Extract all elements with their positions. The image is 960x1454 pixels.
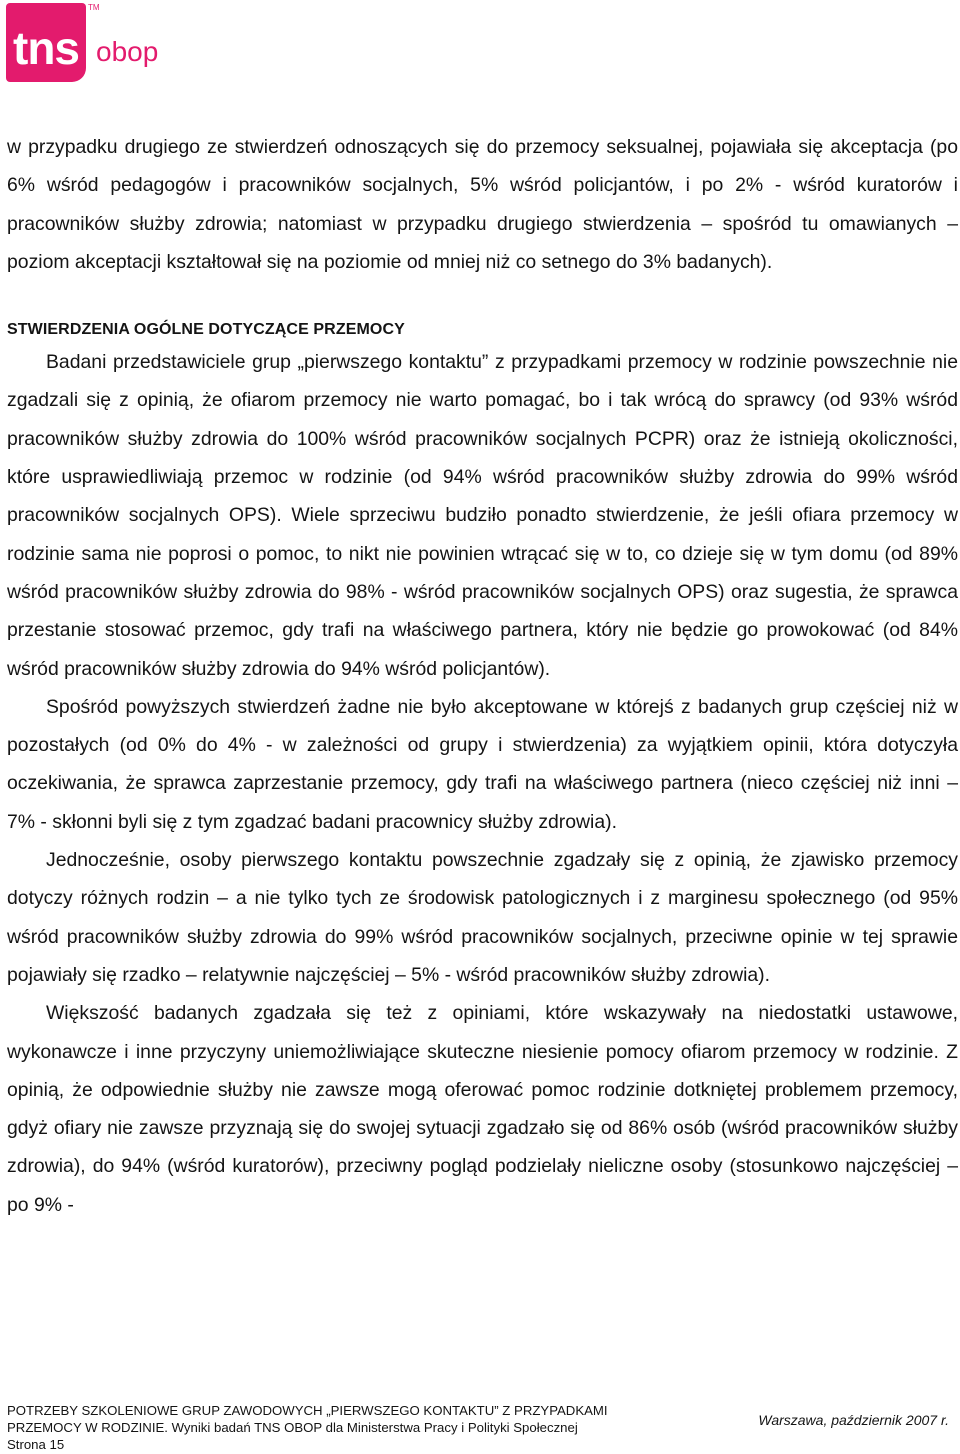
paragraph-4: Jednocześnie, osoby pierwszego kontaktu powszechnie zgadzały się z opinią, że zjawisko przemocy dotyczy różnych rodzin – a nie tylko tych ze środowisk patologicznych i z marginesu społecznego (od 95% wśród pracowników służby zdrowia do 99% wśród pracowników socjalnych, przeciwne opinie w tej sprawie pojawiały się rzadko – relatywnie najczęściej – 5% - wśród pracowników służby zdrowia). [7,849,958,986]
paragraph-5: Większość badanych zgadzała się też z opiniami, które wskazywały na niedostatki ustawowe, wykonawcze i inne przyczyny uniemożliwiające skuteczne niesienie pomocy ofiarom przemocy w rodzinie. Z opinią, że odpowiednie służby nie zawsze mogą oferować pomoc rodzinie dotkniętej problemem przemocy, gdyż ofiary nie zawsze przyznają się do swojej sytuacji zgadzało się od 86% osób (wśród pracowników służby zdrowia), do 94% (wśród kuratorów), przeciwny pogląd podzielały nieliczne osoby (stosunkowo najczęściej – po 9% - [7,1002,958,1216]
page-number: Strona 15 [7,1437,65,1452]
paragraph-2: Badani przedstawiciele grup „pierwszego kontaktu” z przypadkami przemocy w rodzinie powszechnie nie zgadzali się z opinią, że ofiarom przemocy nie warto pomagać, bo i tak wrócą do sprawcy (od 93% wśród pracowników służby zdrowia do 100% wśród pracowników socjalnych PCPR) oraz że istnieją okoliczności, które usprawiedliwiają przemoc w rodzinie (od 94% wśród pracowników służby zdrowia do 99% wśród pracowników socjalnych OPS). Wiele sprzeciwu budziło ponadto stwierdzenie, że jeśli ofiara przemocy w rodzinie sama nie poprosi o pomoc, to nikt nie powinien wtrącać się w to, co dzieje się w tym domu (od 89% wśród pracowników służby zdrowia do 98% - wśród pracowników socjalnych OPS) oraz sugestia, że sprawca przestanie stosować przemoc, gdy trafi na właściwego partnera, który nie będzie go prowokować (od 84% wśród pracowników służby zdrowia do 94% wśród policjantów). [7,351,958,680]
logo-trademark: TM [88,3,100,12]
tns-obop-logo [6,3,166,83]
footer-left [7,1402,727,1453]
footer-title-line-2: PRZEMOCY W RODZINIE. Wyniki badań TNS OBOP dla Ministerstwa Pracy i Polityki Społecznej [7,1420,578,1435]
footer-title-line-1: POTRZEBY SZKOLENIOWE GRUP ZAWODOWYCH „PIERWSZEGO KONTAKTU” Z PRZYPADKAMI [7,1403,608,1418]
paragraph-intro: w przypadku drugiego ze stwierdzeń odnoszących się do przemocy seksualnej, pojawiała się akceptacja (po 6% wśród pedagogów i pracowników socjalnych, 5% wśród policjantów, i po 2% - wśród kuratorów i pracowników służby zdrowia; natomiast w przypadku drugiego stwierdzenia – spośród tu omawianych – poziom akceptacji kształtował się na poziomie od mniej niż co setnego do 3% badanych). [7,136,958,273]
section-heading: STWIERDZENIA OGÓLNE DOTYCZĄCE PRZEMOCY [7,321,405,339]
paragraph-3: Spośród powyższych stwierdzeń żadne nie było akceptowane w którejś z badanych grup częściej niż w pozostałych (od 0% do 4% - w zależności od grupy i stwierdzenia) za wyjątkiem opinii, która dotyczyła oczekiwania, że sprawca zaprzestanie przemocy, gdy trafi na właściwego partnera (nieco częściej niż inni – 7% - skłonni byli się z tym zgadzać badani pracownicy służby zdrowia). [7,695,958,833]
logo-sub-text: obop [96,36,159,67]
logo-mark [6,3,86,82]
document-body [7,128,958,1224]
logo-main-text: tns [13,22,79,74]
page-footer [7,1402,957,1452]
footer-date: Warszawa, październik 2007 r. [758,1412,949,1428]
